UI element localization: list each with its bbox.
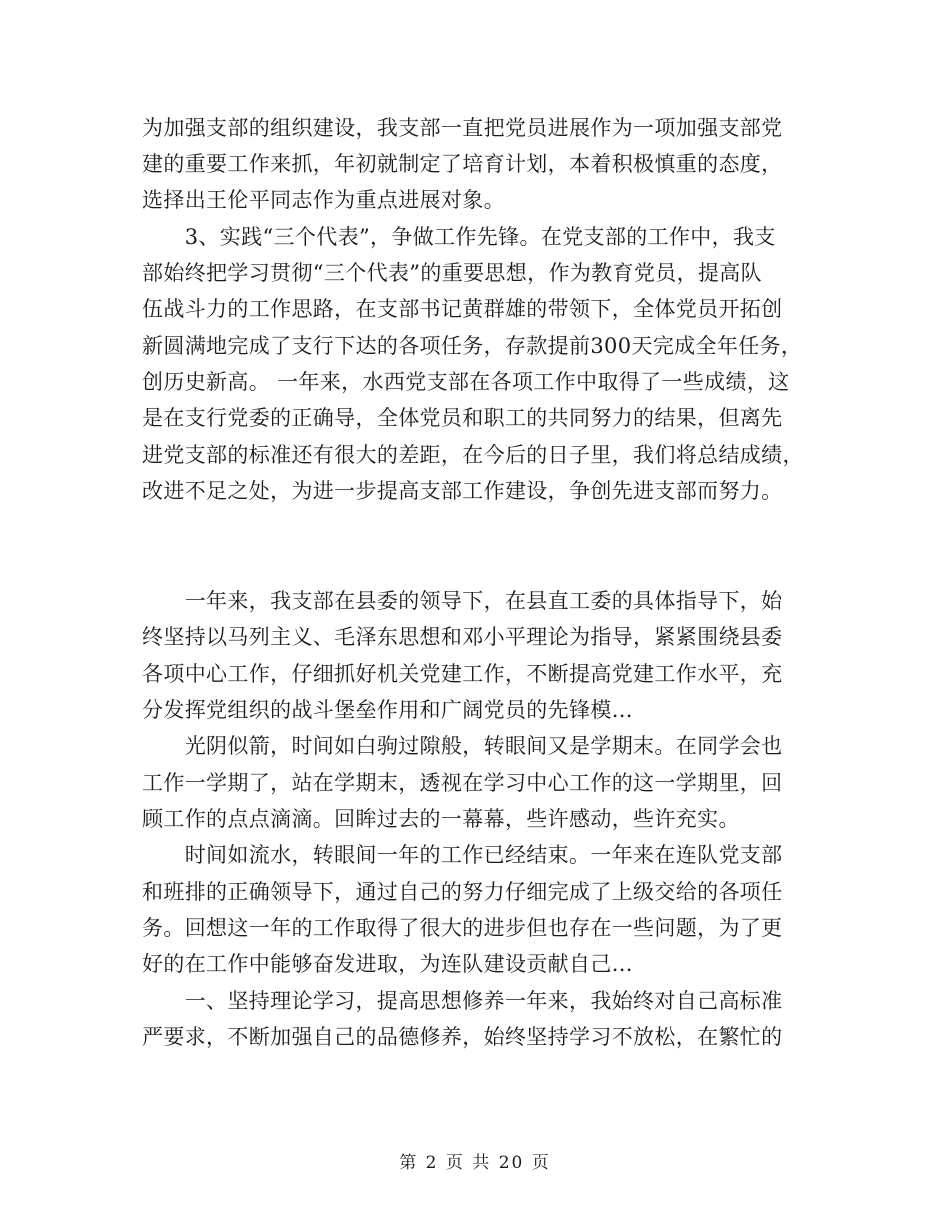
- text-line: 时间如流水，转眼间一年的工作已经结束。一年来在连队党支部: [142, 843, 783, 867]
- text-line: 建的重要工作来抓，年初就制定了培育计划，本着积极慎重的态度，: [142, 152, 783, 176]
- page-number-footer: 第 2 页 共 20 页: [399, 1153, 551, 1173]
- text-line: 改进不足之处，为进一步提高支部工作建设，争创先进支部而努力。: [142, 479, 783, 503]
- text-line: 3、实践“三个代表”，争做工作先锋。在党支部的工作中，我支: [142, 225, 776, 249]
- text-line: 顾工作的点点滴滴。回眸过去的一幕幕，些许感动，些许充实。: [142, 807, 740, 831]
- text-line: 一年来，我支部在县委的领导下，在县直工委的具体指导下，始: [142, 589, 783, 613]
- text-line: 创历史新高。 一年来，水西党支部在各项工作中取得了一些成绩，这: [142, 370, 790, 394]
- text-line: 部始终把学习贯彻“三个代表”的重要思想，作为教育党员，提高队: [142, 261, 762, 285]
- text-line: 务。回想这一年的工作取得了很大的进步但也存在一些问题，为了更: [142, 916, 783, 940]
- text-line: 一、坚持理论学习，提高思想修养一年来，我始终对自己高标准: [142, 989, 783, 1013]
- text-line: 是在支行党委的正确导，全体党员和职工的共同努力的结果，但离先: [142, 406, 783, 430]
- text-line: 伍战斗力的工作思路，在支部书记黄群雄的带领下，全体党员开拓创: [142, 297, 783, 321]
- text-line: 分发挥党组织的战斗堡垒作用和广阔党员的先锋模...: [142, 698, 633, 722]
- text-line: 为加强支部的组织建设，我支部一直把党员进展作为一项加强支部党: [142, 116, 783, 140]
- text-line: 终坚持以马列主义、毛泽东思想和邓小平理论为指导，紧紧围绕县委: [142, 625, 783, 649]
- text-line: 选择出王伦平同志作为重点进展对象。: [142, 188, 505, 212]
- text-line: 各项中心工作，仔细抓好机关党建工作，不断提高党建工作水平，充: [142, 662, 783, 686]
- text-line: 好的在工作中能够奋发进取，为连队建设贡献自己...: [142, 952, 633, 976]
- text-line: 工作一学期了，站在学期末，透视在学习中心工作的这一学期里，回: [142, 771, 783, 795]
- text-line: 严要求，不断加强自己的品德修养，始终坚持学习不放松，在繁忙的: [142, 1025, 783, 1049]
- text-line: 光阴似箭，时间如白驹过隙般，转眼间又是学期末。在同学会也: [142, 734, 783, 758]
- text-line: 新圆满地完成了支行下达的各项任务，存款提前300天完成全年任务，: [142, 334, 803, 358]
- text-line: 和班排的正确领导下，通过自己的努力仔细完成了上级交给的各项任: [142, 880, 783, 904]
- text-line: 进党支部的标准还有很大的差距，在今后的日子里，我们将总结成绩，: [142, 443, 804, 467]
